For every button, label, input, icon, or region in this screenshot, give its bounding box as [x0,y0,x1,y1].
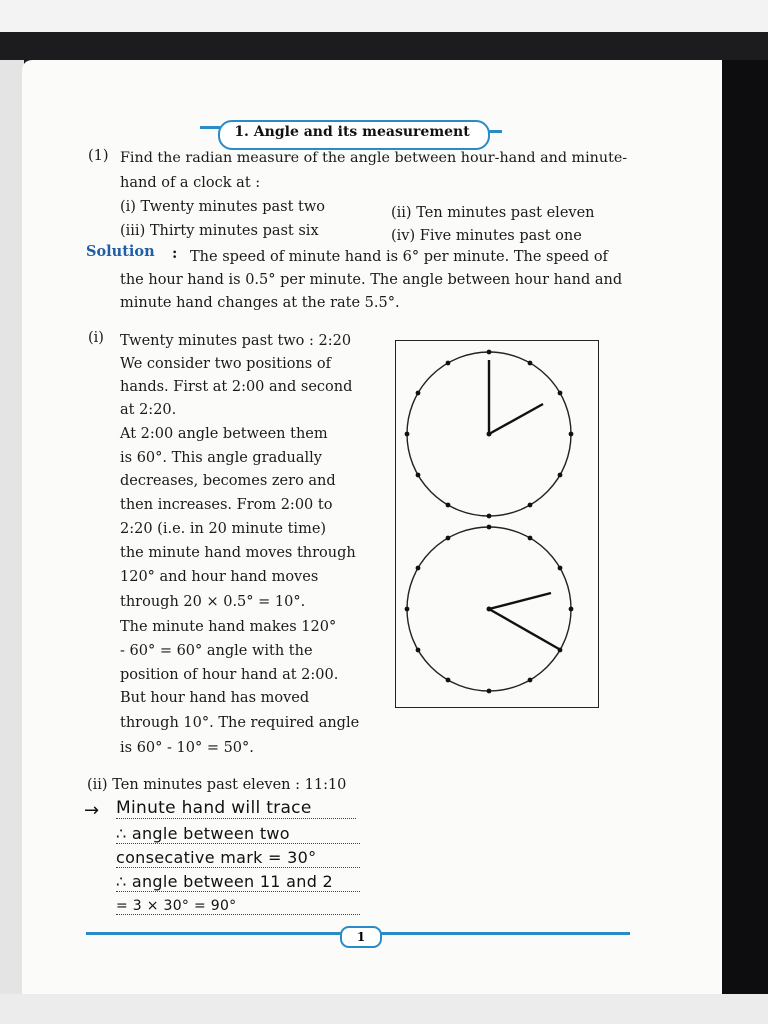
part-ii-heading: (ii) Ten minutes past eleven : 11:10 [87,777,347,793]
page-curl-shadow [0,60,24,996]
photo-top-background [0,0,768,32]
question-item-iii: (iii) Thirty minutes past six [120,223,319,239]
part-i-line: through 10°. The required angle [120,715,360,731]
handwritten-line: = 3 × 30° = 90° [116,898,360,915]
answer-arrow-icon: → [84,800,100,821]
hour-hand [489,593,551,609]
part-i-line: 2:20 (i.e. in 20 minute time) [120,521,327,537]
section-title-banner [218,120,486,148]
part-i-line: At 2:00 angle between them [120,426,328,442]
part-i-line: Twenty minutes past two : 2:20 [120,333,352,349]
solution-line-2: the hour hand is 0.5° per minute. The angle between hour hand and [120,272,623,288]
footer-rule-left [86,932,342,935]
clock-2-20 [405,525,574,694]
part-i-line: The minute hand makes 120° [120,619,337,635]
photo-bottom-background [0,994,768,1024]
binding-shadow [720,60,768,996]
solution-colon: : [172,245,178,262]
question-item-ii: (ii) Ten minutes past eleven [391,205,595,221]
part-i-line: position of hour hand at 2:00. [120,667,339,683]
solution-line-1: The speed of minute hand is 6° per minute. The speed of [190,249,608,265]
solution-label: Solution [86,243,155,260]
part-i-line: is 60° - 10° = 50°. [120,740,254,756]
part-i-line: decreases, becomes zero and [120,473,336,489]
handwritten-line: ∴ angle between two [116,824,360,844]
handwritten-line: Minute hand will trace [116,798,356,819]
handwritten-line: ∴ angle between 11 and 2 [116,872,360,892]
part-i-line: hands. First at 2:00 and second [120,379,353,395]
section-title: 1. Angle and its measurement [234,124,470,140]
footer-rule-right [376,932,630,935]
clock-2-00 [405,350,574,519]
question-line-2: hand of a clock at : [120,175,261,191]
handwritten-line: consecative mark = 30° [116,848,360,868]
solution-line-3: minute hand changes at the rate 5.5°. [120,295,400,311]
part-i-line: is 60°. This angle gradually [120,450,322,466]
part-i-line: We consider two positions of [120,356,331,372]
question-item-i: (i) Twenty minutes past two [120,199,325,215]
part-i-number: (i) [88,330,104,346]
question-line-1: Find the radian measure of the angle between hour-hand and minute- [120,150,628,166]
hour-hand [489,404,543,434]
part-i-line: at 2:20. [120,402,177,418]
part-i-line: But hour hand has moved [120,690,310,706]
question-number: (1) [88,148,109,164]
part-i-line: 120° and hour hand moves [120,569,319,585]
minute-hand [489,609,559,649]
part-i-line: - 60° = 60° angle with the [120,643,313,659]
part-i-line: through 20 × 0.5° = 10°. [120,594,306,610]
clock-diagram [396,341,600,709]
page-number: 1 [340,926,382,948]
clock-figure-frame [395,340,599,708]
part-i-line: then increases. From 2:00 to [120,497,333,513]
part-i-line: the minute hand moves through [120,545,356,561]
question-item-iv: (iv) Five minutes past one [391,228,582,244]
banner-rule-left [200,126,220,129]
